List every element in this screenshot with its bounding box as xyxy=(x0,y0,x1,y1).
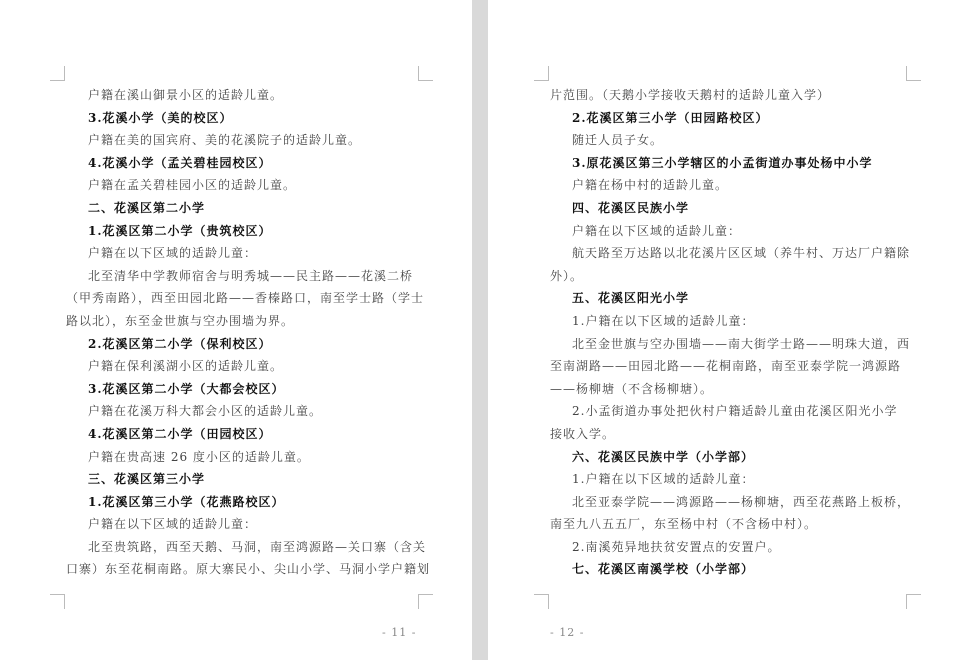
crop-mark-top-right xyxy=(906,66,921,81)
crop-mark-bottom-left xyxy=(50,594,65,609)
paragraph-line: 南至九八五五厂，东至杨中村（不含杨中村）。 xyxy=(550,517,818,532)
paragraph-line: 外）。 xyxy=(550,268,584,283)
paragraph-line: 1.户籍在以下区域的适龄儿童： xyxy=(572,313,755,328)
paragraph-line: 1.户籍在以下区域的适龄儿童： xyxy=(572,472,755,487)
document-page-right xyxy=(488,0,960,660)
paragraph-line: 户籍在保利溪湖小区的适龄儿童。 xyxy=(88,359,284,374)
paragraph-line: 2.小孟街道办事处把伙村户籍适龄儿童由花溪区阳光小学 xyxy=(572,404,898,419)
page-number: - 12 - xyxy=(550,626,585,639)
section-heading: 2.花溪区第三小学（田园路校区） xyxy=(572,110,769,125)
section-heading: 3.花溪区第二小学（大都会校区） xyxy=(88,381,285,396)
section-heading: 4.花溪小学（孟关碧桂园校区） xyxy=(88,155,272,170)
section-heading: 4.花溪区第二小学（田园校区） xyxy=(88,426,272,441)
paragraph-line: 片范围。（天鹅小学接收天鹅村的适龄儿童入学） xyxy=(550,88,831,102)
section-heading: 五、花溪区阳光小学 xyxy=(572,291,690,306)
section-heading: 3.原花溪区第三小学辖区的小孟街道办事处杨中小学 xyxy=(572,155,873,170)
paragraph-line: ——杨柳塘（不含杨柳塘）。 xyxy=(550,381,714,396)
paragraph-line: 北至贵筑路，西至天鹅、马洞，南至鸿源路—关口寨（含关 xyxy=(88,539,427,554)
paragraph-line: 口寨）东至花桐南路。原大寨民小、尖山小学、马洞小学户籍划 xyxy=(66,562,431,577)
paragraph-line: 户籍在孟关碧桂园小区的适龄儿童。 xyxy=(88,178,297,193)
paragraph-line: 户籍在以下区域的适龄儿童： xyxy=(88,246,258,261)
paragraph-line: 户籍在杨中村的适龄儿童。 xyxy=(572,178,729,193)
section-heading: 3.花溪小学（美的校区） xyxy=(88,110,233,125)
paragraph-line: 户籍在贵高速 26 度小区的适龄儿童。 xyxy=(88,449,310,464)
paragraph-line: 户籍在以下区域的适龄儿童： xyxy=(88,517,258,532)
crop-mark-top-left xyxy=(50,66,65,81)
paragraph-line: 户籍在花溪万科大都会小区的适龄儿童。 xyxy=(88,404,323,419)
section-heading: 1.花溪区第二小学（贵筑校区） xyxy=(88,223,272,238)
section-heading: 三、花溪区第三小学 xyxy=(88,472,206,487)
paragraph-line: 北至金世旗与空办围墙——南大街学士路——明珠大道，西 xyxy=(572,336,911,351)
document-page-left xyxy=(0,0,472,660)
section-heading: 1.花溪区第三小学（花燕路校区） xyxy=(88,494,285,509)
page-body-text xyxy=(66,84,431,581)
section-heading: 四、花溪区民族小学 xyxy=(572,200,690,215)
page-gap xyxy=(472,0,488,660)
paragraph-line: 2.南溪苑异地扶贫安置点的安置户。 xyxy=(572,539,781,554)
paragraph-line: 随迁人员子女。 xyxy=(572,133,664,148)
crop-mark-top-left xyxy=(534,66,549,81)
section-heading: 2.花溪区第二小学（保利校区） xyxy=(88,336,272,351)
section-heading: 六、花溪区民族中学（小学部） xyxy=(572,449,755,464)
paragraph-line: 北至清华中学教师宿舍与明秀城——民主路——花溪二桥 xyxy=(88,268,414,283)
section-heading: 七、花溪区南溪学校（小学部） xyxy=(572,562,755,577)
paragraph-line: （甲秀南路），西至田园北路——香榛路口，南至学士路（学士 xyxy=(66,291,425,306)
paragraph-line: 航天路至万达路以北花溪片区区域（养牛村、万达厂户籍除 xyxy=(572,246,911,261)
crop-mark-bottom-left xyxy=(534,594,549,609)
crop-mark-bottom-right xyxy=(906,594,921,609)
paragraph-line: 户籍在美的国宾府、美的花溪院子的适龄儿童。 xyxy=(88,133,362,148)
paragraph-line: 北至亚泰学院——鸿源路——杨柳塘，西至花燕路上板桥， xyxy=(572,494,911,509)
page-body-text xyxy=(550,84,911,581)
crop-mark-bottom-right xyxy=(418,594,433,609)
section-heading: 二、花溪区第二小学 xyxy=(88,200,206,215)
paragraph-line: 至南湖路——田园北路——花桐南路，南至亚泰学院一鸿源路 xyxy=(550,359,902,374)
crop-mark-top-right xyxy=(418,66,433,81)
paragraph-line: 接收入学。 xyxy=(550,426,616,441)
page-number: - 11 - xyxy=(382,626,417,639)
paragraph-line: 户籍在溪山御景小区的适龄儿童。 xyxy=(88,88,284,102)
paragraph-line: 路以北），东至金世旗与空办围墙为界。 xyxy=(66,313,295,328)
paragraph-line: 户籍在以下区域的适龄儿童： xyxy=(572,223,742,238)
